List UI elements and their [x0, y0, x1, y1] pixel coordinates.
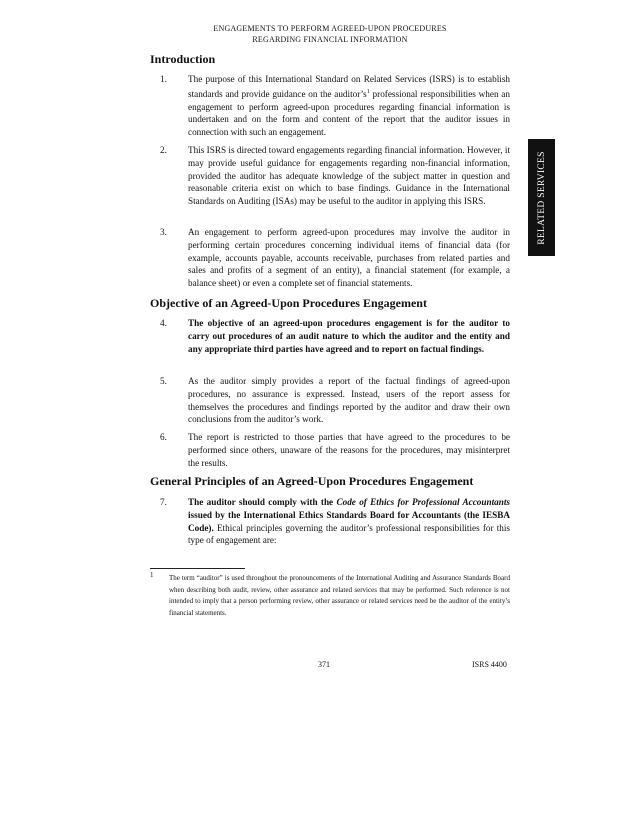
footnote-number: 1 [150, 571, 154, 579]
paragraph-bold-text: The auditor should comply with the [188, 497, 337, 507]
heading-general-principles: General Principles of an Agreed-Upon Procedures Engagement [150, 474, 474, 488]
paragraph-text: The objective of an agreed-upon procedures engagement is for the auditor to carry out procedures of an audit nature to which the auditor and the entity and any appropriate third parties have agreed and to report on factual findings. [188, 318, 510, 354]
section-side-tab [528, 139, 555, 256]
running-header [150, 24, 510, 45]
heading-introduction: Introduction [150, 52, 216, 66]
paragraph-text: Ethical principles governing the auditor’s professional responsibilities for this type of engagement are: [188, 522, 510, 546]
paragraph-4 [160, 317, 510, 355]
paragraph-text: The report is restricted to those parties that have agreed to the procedures to be performed since others, unaware of the reasons for the procedures, may misinterpret the results. [188, 432, 510, 468]
paragraph-3 [160, 226, 510, 290]
paragraph-number: 2. [160, 145, 167, 155]
paragraph-5 [160, 375, 510, 426]
paragraph-number: 3. [160, 227, 167, 237]
heading-objective: Objective of an Agreed-Upon Procedures Engagement [150, 296, 427, 310]
header-line-2: REGARDING FINANCIAL INFORMATION [252, 34, 408, 44]
page-number: 371 [318, 660, 330, 669]
paragraph-bold-text-cont: issued by the International Ethics Standards Board for Accountants (the IESBA Code). [188, 509, 510, 533]
paragraph-number: 4. [160, 318, 167, 328]
code-title: Code of Ethics for Professional Accountants [336, 497, 510, 507]
paragraph-2 [160, 144, 510, 208]
side-tab-label: RELATED SERVICES [536, 150, 547, 245]
paragraph-text: The purpose of this International Standard on Related Services (ISRS) is to establish standards and provide guidance on the auditor’s [188, 74, 510, 99]
paragraph-text: An engagement to perform agreed-upon procedures may involve the auditor in performing certain procedures concerning individual items of financial data (for example, accounts payable, accounts receivable, purchases from related parties and sales and profits of a segment of an entity), a financial statement (for example, a balance sheet) or even a complete set of financial statements. [188, 227, 510, 289]
footnote [150, 573, 510, 619]
paragraph-number: 6. [160, 432, 167, 442]
document-code: ISRS 4400 [472, 660, 507, 669]
paragraph-text: This ISRS is directed toward engagements regarding financial information. However, it may provide useful guidance for engagements regarding non-financial information, provided the auditor has adequate knowledge of the subject matter in question and reasonable criteria exist on which to base findings. Guidance in the International Standards on Auditing (ISAs) may be useful to the auditor in applying this ISRS. [188, 145, 510, 207]
paragraph-number: 1. [160, 74, 167, 84]
header-line-1: ENGAGEMENTS TO PERFORM AGREED-UPON PROCEDURES [213, 24, 447, 33]
paragraph-text: As the auditor simply provides a report of the factual findings of agreed-upon procedures, no assurance is expressed. Instead, users of the report assess for themselves the procedures and findings reported by the auditor and draw their own conclusions from the auditor’s work. [188, 376, 510, 425]
paragraph-number: 5. [160, 376, 167, 386]
footnote-ref: 1 [366, 88, 370, 95]
footnote-text: The term “auditor” is used throughout the pronouncements of the International Auditing and Assurance Standards Board when describing both audit, review, other assurance and related services that may be performed. Such reference is not intended to imply that a person performing review, other assurance or related services need be the auditor of the entity’s financial statements. [169, 574, 510, 617]
paragraph-text-cont: professional responsibilities when an engagement to perform agreed-upon procedures regarding financial information is undertaken and on the form and content of the report that the auditor issues in connection with such an engagement. [188, 88, 510, 138]
paragraph-1 [160, 73, 510, 139]
paragraph-number: 7. [160, 497, 167, 507]
paragraph-7 [160, 496, 510, 547]
paragraph-6 [160, 431, 510, 469]
footnote-rule [150, 568, 245, 569]
